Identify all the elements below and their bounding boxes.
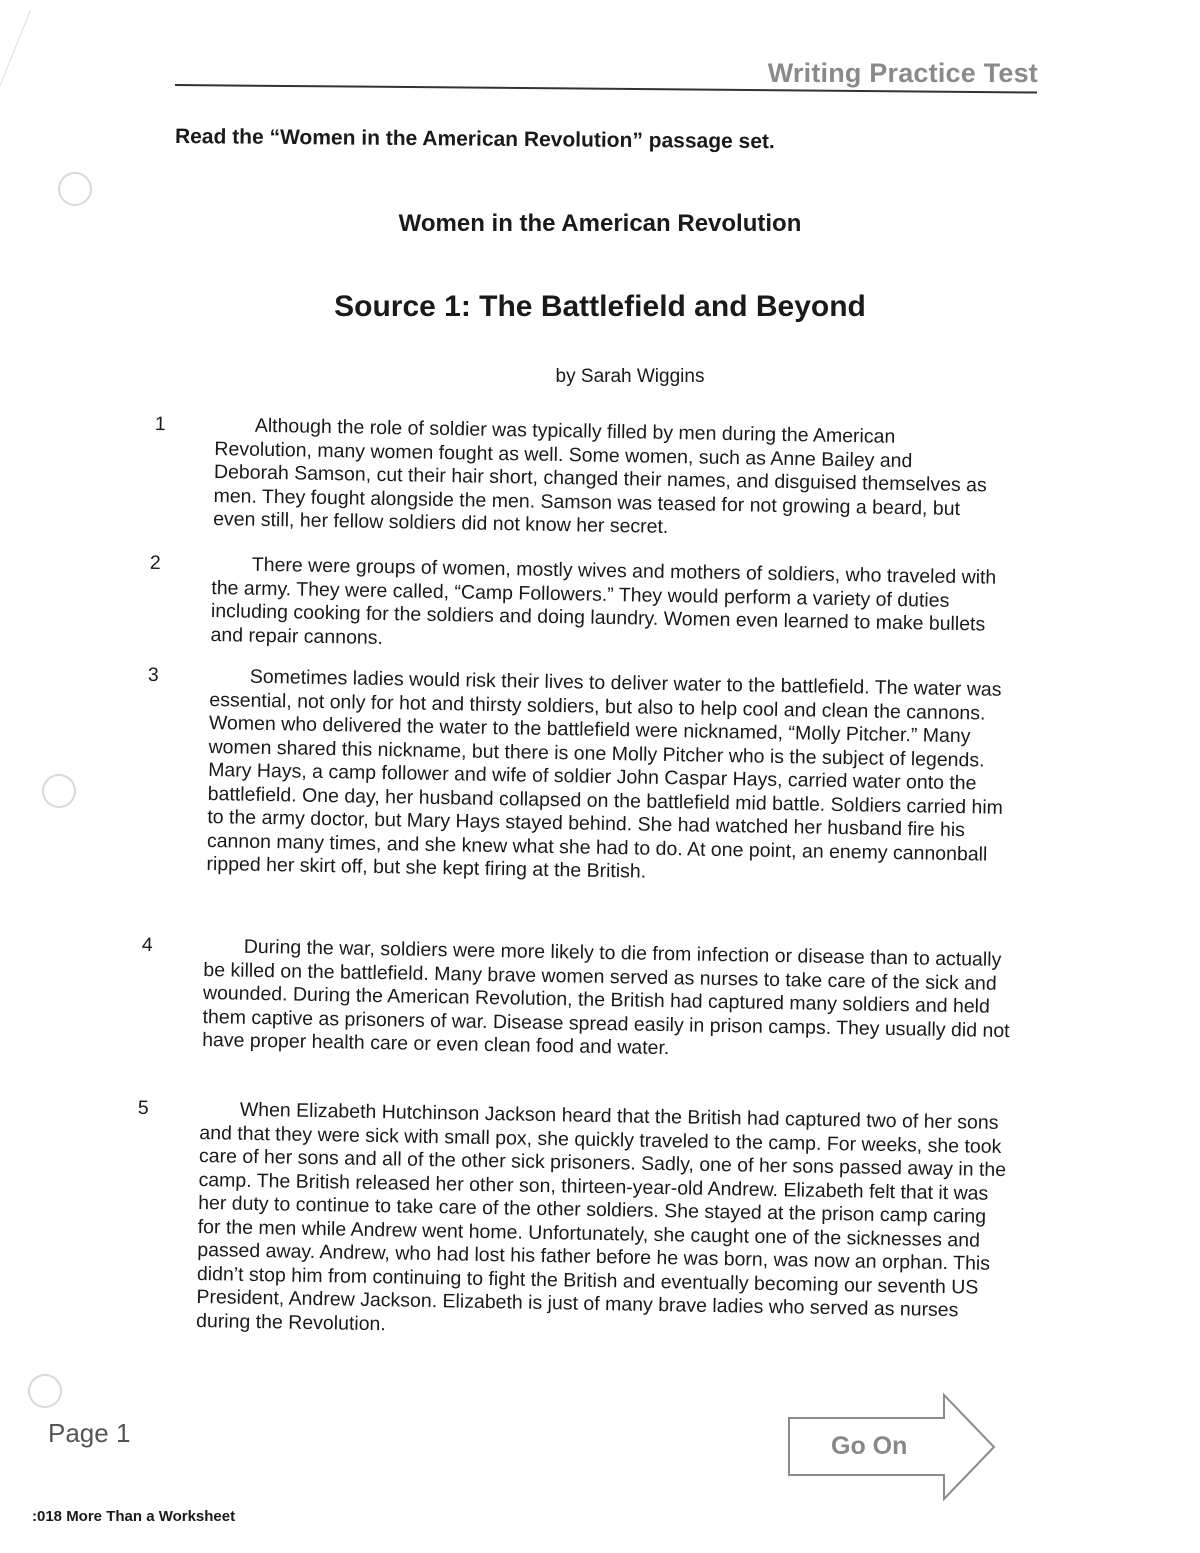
paragraph-text: Sometimes ladies would risk their lives to deliver water to the battlefield. The water was essential, not only for hot and thirsty soldiers, but also to help cool and clean the cannons. Women who delivered the water to the battlefield were nicknamed, “Molly Pitcher.” Many women shared this nickname, but there is one Molly Pitcher who is the subject of legends. Mary Hays, a camp follower and wife of soldier John Caspar Hays, carried water onto the battlefield. One day, her husband collapsed on the battlefield mid battle. Soldiers carried him to the army doctor, but Mary Hays stayed behind. She had watched her husband fire his cannon many times, and she knew what she had to do. At one point, an enemy cannonball ripped her skirt off, but she kept firing at the British. [206,665,1004,883]
paragraph-number: 4 [141,933,153,957]
byline: by Sarah Wiggins [555,366,705,387]
instructions: Read the “Women in the American Revolution” passage set. [174,125,775,154]
paragraph [154,412,990,545]
punch-hole [58,172,92,206]
paragraph-text: During the war, soldiers were more likely to die from infection or disease than to actually be killed on the battlefield. Many brave women served as nurses to take care of the sick and wounded. During the American Revolution, the British had captured many soldiers and held them captive as prisoners of war. Disease spread easily in prison camps. They usually did not have proper health care or even clean food and water. [201,935,1010,1060]
paragraph-number: 1 [154,412,166,436]
paragraph [149,551,1012,661]
paragraph [147,663,1025,891]
source-title: Source 1: The Battlefield and Beyond [334,290,866,323]
page-number: Page 1 [48,1418,131,1448]
passage-set-title: Women in the American Revolution [398,210,802,237]
paragraph-number: 2 [149,551,161,575]
punch-hole [28,1374,62,1408]
paragraph-text: Although the role of soldier was typically filled by men during the American Revolution, many women fought as well. Some women, such as Anne Bailey and Deborah Samson, cut their hair short, changed their names, and disguised themselves as men. They fought alongside the men. Samson was teased for not growing a beard, but even still, her fellow soldiers did not know her secret. [212,414,987,538]
punch-hole [42,774,76,808]
paragraph-text: There were groups of women, mostly wives and mothers of soldiers, who traveled with the army. They were called, “Camp Followers.” They would perform a variety of duties including cooking for the soldiers and doing laundry. Women even learned to make bullets and repair cannons. [210,553,997,649]
go-on-arrow [786,1392,1001,1502]
paragraph-number: 3 [147,663,159,687]
paragraph [141,933,1019,1067]
paragraph-number: 5 [137,1096,149,1120]
go-on-label: Go On [831,1432,908,1460]
copyright: :018 More Than a Worksheet [32,1508,236,1525]
paragraph-text: When Elizabeth Hutchinson Jackson heard that the British had captured two of her sons and that they were sick with small pox, she quickly traveled to the camp. For weeks, she took care of her sons and all of the other sick prisoners. Sadly, one of her sons passed away in the camp. The British released her other son, thirteen-year-old Andrew. Elizabeth felt that it was her duty to continue to take care of the other soldiers. She stayed at the prison camp caring for the men while Andrew went home. Unfortunately, she caught one of the sicknesses and passed away. Andrew, who had lost his father before he was born, was now an orphan. This didn’t stop him from continuing to fight the British and eventually becoming our seventh US President, Andrew Jackson. Elizabeth is just of many brave ladies who served as nurses during the Revolution. [195,1098,1007,1335]
scan-mark [0,10,68,113]
header-title: Writing Practice Test [767,58,1038,88]
paragraph [137,1096,1015,1347]
